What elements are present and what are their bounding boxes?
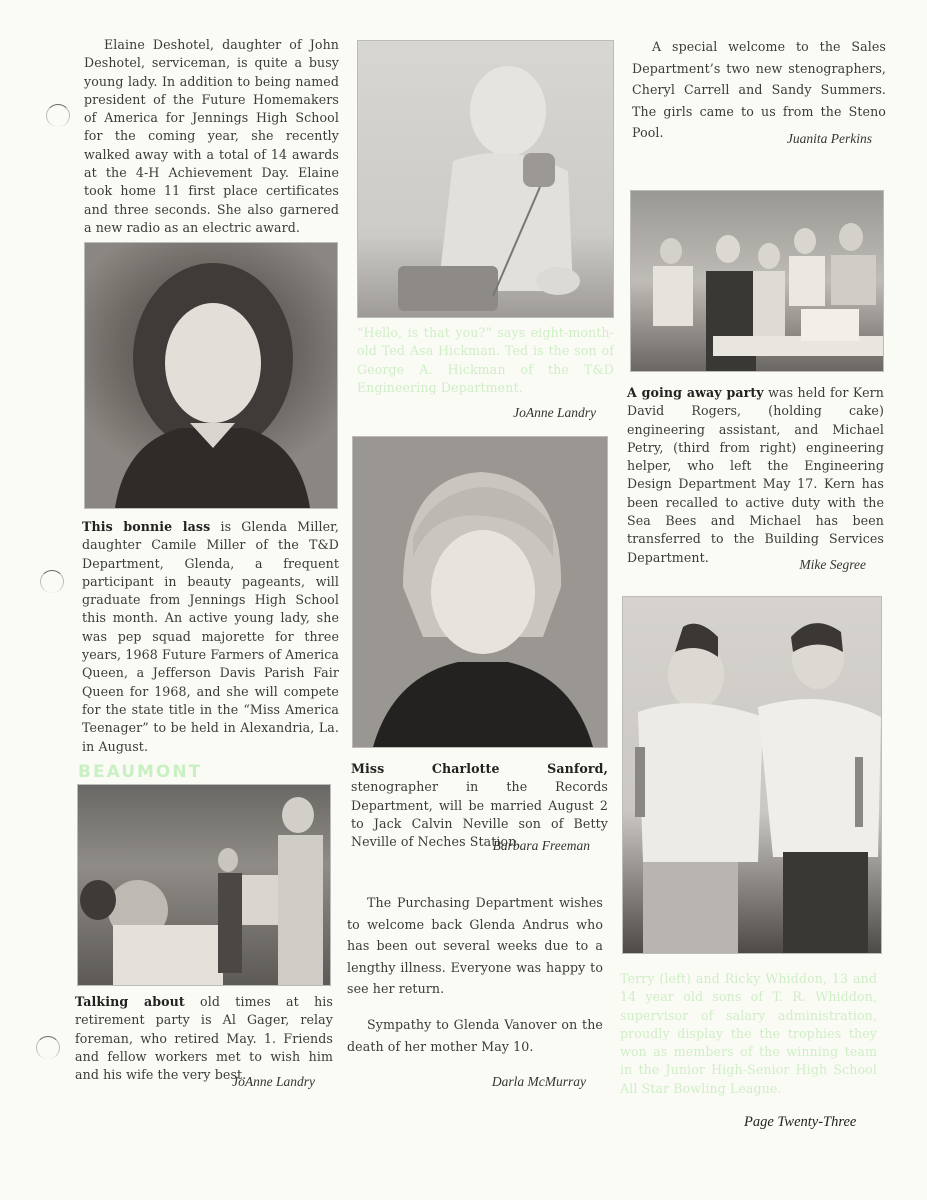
article-glenda-miller: This bonnie lass is Glenda Miller, daughter Camile Miller of the T&D Department, Glenda, a frequent participant in beauty pageants, will graduate from Jennings High School this month. An active young lady, she was pep squad majorette for three years, 1968 Future Farmers of America Queen, a Jefferson Davis Parish Fair Queen for 1968, and she will compete for the state title in the “Miss America Teenager” to be held in Alexandria, La. in August. (82, 519, 340, 754)
lead-in: This bonnie lass (82, 519, 211, 534)
portrait-illustration (85, 243, 337, 508)
lead-in: Miss Charlotte Sanford, (351, 761, 608, 776)
caption-whiddon-brothers: Terry (left) and Ricky Whiddon, 13 and 14 year old sons of T. R. Whiddon, supervisor of salary administration, proudly display the the trophies they won as members of the winning team in the Junior High-Senior High School All Star Bowling League. (620, 971, 877, 1096)
binder-hole-bottom (36, 1036, 60, 1059)
article-elaine-deshotel: Elaine Deshotel, daughter of John Deshotel, serviceman, is quite a busy young lady. In addition to being named president of the Future Homemakers of America for Jennings High School for the coming year, she recently walked away with a total of 14 awards at the 4-H Achievement Day. Elaine took home 11 first place certificates and three seconds. She also garnered a new radio as an electric award. (84, 37, 339, 235)
page-number: Page Twenty-Three (744, 1114, 857, 1130)
byline-barbara-freeman: Barbara Freeman (492, 838, 590, 853)
party-illustration (78, 785, 330, 985)
byline-joanne-landry-2: JoAnne Landry (232, 1074, 315, 1089)
photo-retirement-party (77, 784, 331, 986)
article-al-gager: Talking about old times at his retirement party is Al Gager, relay foreman, who retired May. 1. Friends and fellow workers met to wish him and his wife the very best. (75, 994, 333, 1083)
lead-in: A going away party (627, 385, 764, 400)
article-charlotte-sanford: Miss Charlotte Sanford, stenographer in the Records Department, will be married August 2 to Jack Calvin Neville son of Betty Neville of Neches Station. (351, 761, 608, 850)
byline-darla-mcmurray: Darla McMurray (491, 1074, 586, 1089)
article-sympathy: Sympathy to Glenda Vanover on the death of her mother May 10. (347, 1017, 603, 1054)
baby-illustration (358, 41, 613, 317)
binder-hole-middle (40, 570, 64, 593)
article-sales-welcome: A special welcome to the Sales Department’s two new stenographers, Cheryl Carrell and Sandy Summers. The girls came to us from the Steno Pool. (632, 39, 886, 140)
byline-mike-segree: Mike Segree (799, 557, 866, 572)
article-purchasing: The Purchasing Department wishes to welcome back Glenda Andrus who has been out several weeks due to a lengthy illness. Everyone was happy to see her return. (347, 895, 603, 996)
binder-hole-top (46, 104, 70, 127)
byline-juanita-perkins: Juanita Perkins (786, 131, 872, 146)
section-heading-beaumont: BEAUMONT (78, 762, 203, 782)
byline-joanne-landry-1: JoAnne Landry (513, 405, 596, 420)
photo-ted-hickman (357, 40, 614, 318)
article-going-away-party: A going away party was held for Kern David Rogers, (holding cake) engineering assistant, and Michael Petry, (third from right) engineering helper, who left the Engineering Design Department May 17. Kern has been recalled to active duty with the Sea Bees and Michael has been transferred to the Building Services Department. (627, 385, 884, 565)
photo-glenda-miller (84, 242, 338, 509)
group-illustration (631, 191, 883, 371)
photo-charlotte-sanford (352, 436, 608, 748)
brothers-illustration (623, 597, 881, 953)
photo-going-away-party (630, 190, 884, 372)
lead-in: Talking about (75, 994, 185, 1009)
photo-whiddon-brothers (622, 596, 882, 954)
caption-ted-hickman: “Hello, is that you?” says eight-month-old Ted Asa Hickman. Ted is the son of George A. Hickman of the T&D Engineering Department. (357, 325, 614, 395)
portrait-illustration (353, 437, 607, 747)
